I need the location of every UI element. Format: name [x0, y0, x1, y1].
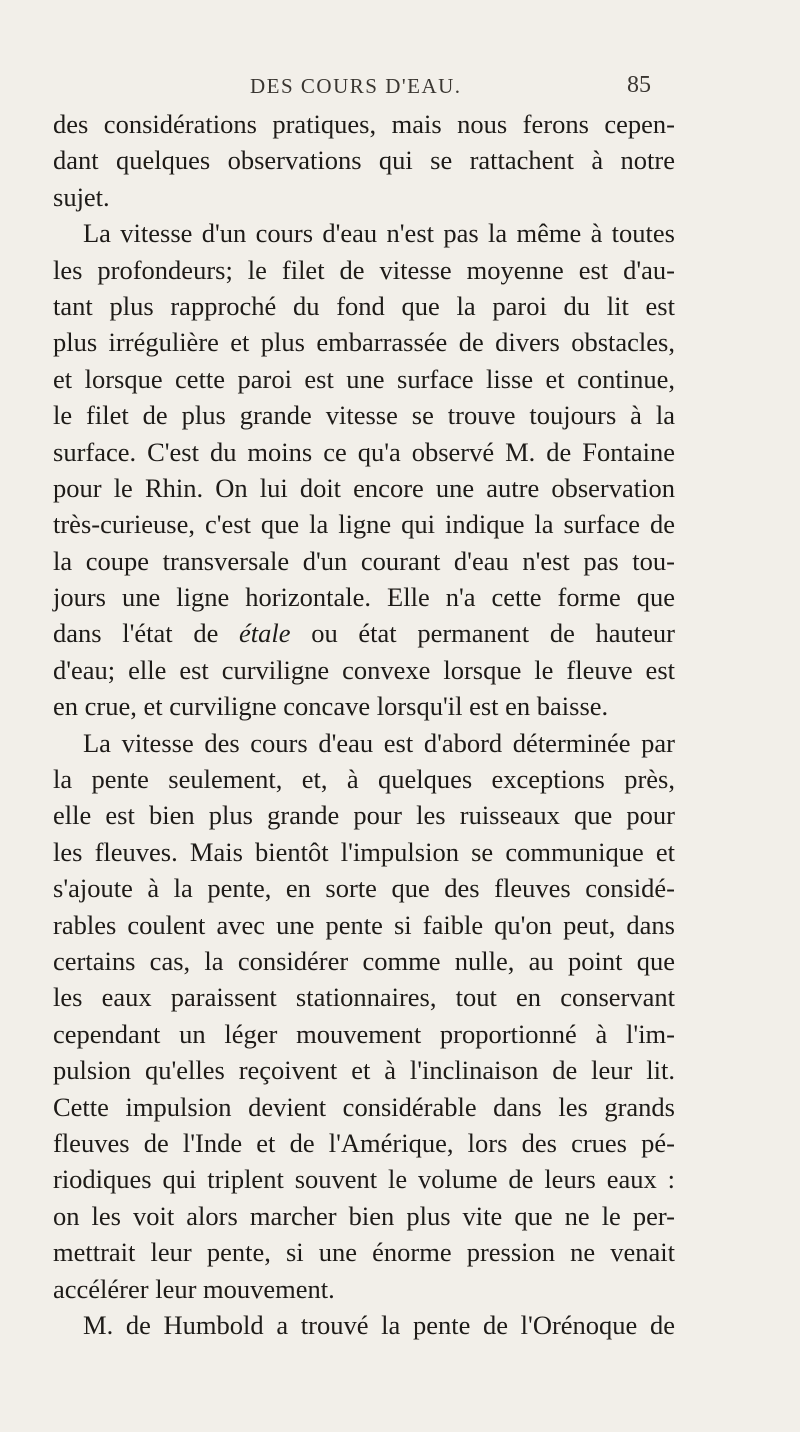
text-line: très-curieuse, c'est que la ligne qui indique la surface de [53, 509, 675, 540]
text-line: s'ajoute à la pente, en sorte que des fleuves considé- [53, 873, 675, 904]
text-line: les eaux paraissent stationnaires, tout en conservant [53, 982, 675, 1013]
text-line: en crue, et curviligne concave lorsqu'il est en baisse. [53, 691, 609, 722]
text-line: Cette impulsion devient considérable dans les grands [53, 1091, 675, 1122]
text-line: accélérer leur mouvement. [53, 1273, 335, 1304]
text-line: tant plus rapproché du fond que la paroi du lit est [53, 290, 675, 321]
text-line: des considérations pratiques, mais nous ferons cepen- [53, 109, 675, 139]
text-line: pulsion qu'elles reçoivent et à l'inclinaison de leur lit. [53, 1055, 675, 1086]
text-line: sujet. [53, 181, 110, 212]
body-text [53, 106, 675, 1343]
text-fragment: ou état permanent de hauteur [290, 618, 675, 649]
running-title: DES COURS D'EAU. [250, 74, 462, 98]
text-line: jours une ligne horizontale. Elle n'a cette forme que [53, 582, 675, 613]
text-line: M. de Humbold a trouvé la pente de l'Orénoque de [83, 1309, 675, 1340]
text-line: d'eau; elle est curviligne convexe lorsque le fleuve est [53, 654, 675, 685]
text-line: plus irrégulière et plus embarrassée de divers obstacles, [53, 327, 675, 358]
text-line: les profondeurs; le filet de vitesse moyenne est d'au- [53, 254, 675, 285]
text-line: le filet de plus grande vitesse se trouve toujours à la [53, 400, 675, 431]
running-head [0, 68, 800, 108]
text-fragment: dans l'état de [53, 618, 240, 649]
text-line: la pente seulement, et, à quelques exceptions près, [53, 764, 675, 795]
text-line: dant quelques observations qui se rattachent à notre [53, 145, 675, 176]
text-line: mettrait leur pente, si une énorme pression ne venait [53, 1237, 675, 1268]
text-line: et lorsque cette paroi est une surface lisse et continue, [53, 363, 675, 394]
text-line: pour le Rhin. On lui doit encore une autre observation [53, 472, 675, 503]
text-line: La vitesse d'un cours d'eau n'est pas la même à toutes [83, 218, 675, 249]
text-line: surface. C'est du moins ce qu'a observé M. de Fontaine [53, 436, 675, 467]
text-line: fleuves de l'Inde et de l'Amérique, lors des crues pé- [53, 1127, 675, 1158]
text-line: riodiques qui triplent souvent le volume de leurs eaux : [53, 1164, 675, 1195]
text-line: les fleuves. Mais bientôt l'impulsion se communique et [53, 836, 675, 867]
text-line [53, 615, 675, 651]
text-line: certains cas, la considérer comme nulle, au point que [53, 945, 675, 976]
italic-term: étale [239, 618, 291, 649]
text-line: la coupe transversale d'un courant d'eau n'est pas tou- [53, 545, 675, 576]
text-line: La vitesse des cours d'eau est d'abord déterminée par [83, 727, 675, 758]
page-number: 85 [627, 72, 651, 98]
text-line: on les voit alors marcher bien plus vite que ne le per- [53, 1200, 675, 1231]
text-line: rables coulent avec une pente si faible qu'on peut, dans [53, 909, 675, 940]
text-line: cependant un léger mouvement proportionné à l'im- [53, 1018, 675, 1049]
text-line: elle est bien plus grande pour les ruisseaux que pour [53, 800, 675, 831]
